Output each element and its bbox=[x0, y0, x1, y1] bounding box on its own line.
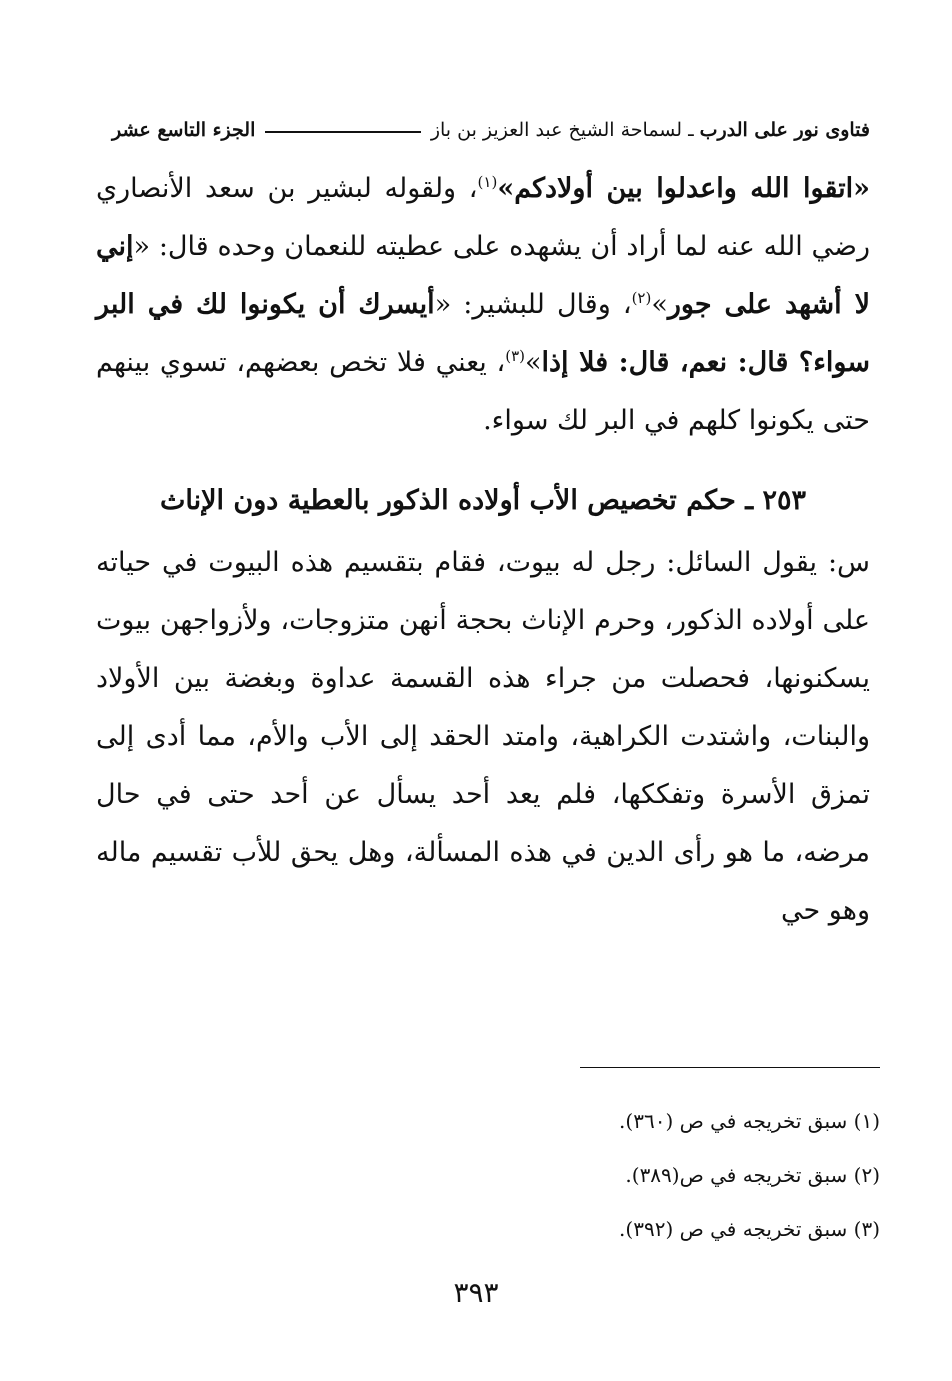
quoted-hadith-text: «اتقوا الله واعدلوا بين أولادكم» bbox=[497, 173, 870, 204]
question-block bbox=[96, 534, 870, 940]
paragraph-segment: » bbox=[651, 289, 668, 320]
section-separator: ـ bbox=[735, 485, 763, 516]
book-title: فتاوى نور على الدرب bbox=[699, 119, 870, 141]
footnote-marker: (٣) bbox=[505, 347, 525, 365]
section-heading bbox=[96, 476, 870, 526]
footnote-separator bbox=[580, 1067, 880, 1068]
section-number: ٢٥٣ bbox=[762, 485, 807, 516]
footnote-item: (١) سبق تخريجه في ص (٣٦٠). bbox=[619, 1109, 880, 1133]
running-header bbox=[112, 112, 870, 148]
footnote-marker: (١) bbox=[477, 173, 498, 191]
paragraph-segment: ، وقال للبشير: « bbox=[434, 289, 632, 320]
author-name: ـ لسماحة الشيخ عبد العزيز بن باز bbox=[430, 119, 694, 141]
paragraph-segment: ، ولقوله لبشير بن سعد الأنصاري رضي الله عنه لما أراد أن يشهده على عطيته للنعمان وحده قال: « bbox=[96, 173, 870, 262]
volume-label: الجزء التاسع عشر bbox=[112, 119, 256, 141]
quoted-hadith-text: أيسرك أن يكونوا لك في البر سواء؟ قال: نعم، قال: فلا إذا bbox=[96, 289, 870, 378]
page-number: ٣٩٣ bbox=[453, 1276, 499, 1309]
header-rule bbox=[265, 131, 420, 133]
question-text: يقول السائل: رجل له بيوت، فقام بتقسيم هذه البيوت في حياته على أولاده الذكور، وحرم الإناث بحجة أنهن متزوجات، ولأزواجهن بيوت يسكنونها، فحصلت من جراء هذه القسمة عداوة وبغضة بين الأولاد والبنات، واشتدت الكراهية، وامتد الحقد إلى الأب والأم، مما أدى إلى تمزق الأسرة وتفككها، فلم يعد أحد يسأل عن أحد حتى في حال مرضه، ما هو رأى الدين في هذه المسألة، وهل يحق للأب تقسيم ماله وهو حي bbox=[96, 547, 870, 926]
paragraph-segment: » bbox=[525, 347, 542, 378]
question-paragraph bbox=[96, 534, 870, 940]
paragraph-segment: ، يعني فلا تخص بعضهم، تسوي بينهم حتى يكونوا كلهم في البر لك سواء. bbox=[96, 347, 870, 436]
paragraph-text bbox=[96, 160, 870, 450]
section-title: حكم تخصيص الأب أولاده الذكور بالعطية دون الإناث bbox=[159, 485, 736, 516]
footnote-item: (٢) سبق تخريجه في ص(٣٨٩). bbox=[625, 1163, 880, 1187]
body-paragraph bbox=[96, 160, 870, 450]
question-prefix: س: bbox=[817, 547, 870, 578]
footnote-item: (٣) سبق تخريجه في ص (٣٩٢). bbox=[619, 1217, 880, 1241]
header-title-group bbox=[431, 119, 870, 141]
footnotes bbox=[460, 1094, 880, 1256]
quoted-hadith-text: إني لا أشهد على جور bbox=[96, 231, 871, 320]
footnote-marker: (٢) bbox=[631, 289, 652, 307]
